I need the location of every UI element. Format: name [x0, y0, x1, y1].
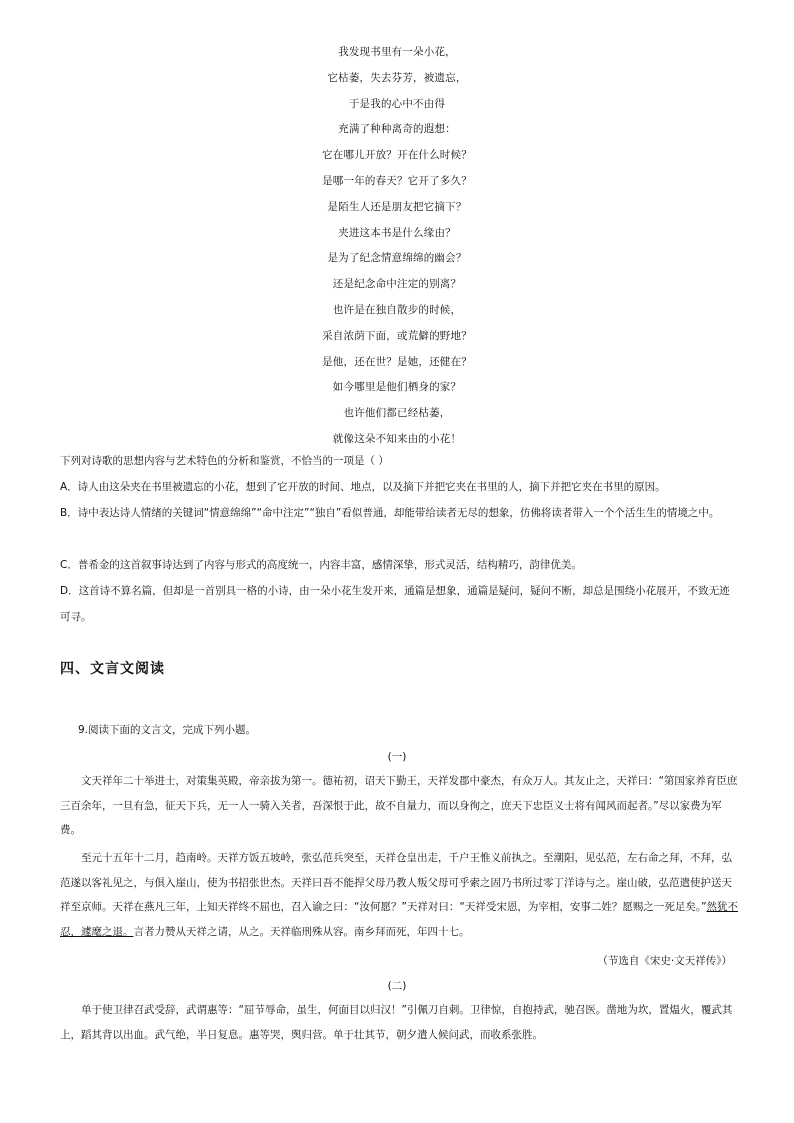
poem-line: 它枯萎，失去芬芳，被遗忘，: [327, 71, 467, 84]
part-two-label: (二): [387, 980, 407, 992]
poem-line: 是为了纪念情意绵绵的幽会？: [327, 252, 467, 265]
poem-line: 也许是在独自散步的时候，: [332, 303, 462, 316]
part-one-paragraph-2: [60, 846, 740, 944]
option-b: B．诗中表达诗人情绪的关键词“情意绵绵”“命中注定”“独自”看似普通，却能带给读者无尽的想象，仿佛将读者带入一个个活生生的情境之中。: [60, 507, 720, 519]
poem-line: 它在哪儿开放？开在什么时候？: [322, 149, 472, 162]
poem: [0, 40, 794, 453]
poem-line: 是哪一年的春天？它开了多久？: [322, 174, 472, 187]
paragraph-text: 至元十五年十二月，趋南岭。天祥方饭五坡岭，张弘范兵突至，天祥仓皇出走，千户王惟义前执之。至潮阳，见弘范，左右命之拜，不拜，弘范遂以客礼见之，与俱入崖山，使为书招张世杰。天祥曰吾不能捍父母乃教人叛父母可乎索之固乃书所过零丁洋诗与之。崖山破，弘范遣使护送天祥至京师。天祥在燕凡三年，上知天祥终不屈也，召入谕之曰：“汝何愿？”天祥对曰：“天祥受宋恩，为宰相，安事二姓？愿赐之一死足矣。”: [60, 852, 732, 913]
poem-line: 采自浓荫下面，或荒僻的野地？: [322, 329, 472, 342]
question-stem: 下列对诗歌的思想内容与艺术特色的分析和鉴赏，不恰当的一项是（ ）: [60, 455, 389, 467]
poem-line: 就像这朵不知来由的小花！: [332, 432, 462, 445]
paragraph-text-end: 言者力赞从天祥之请，从之。天祥临刑殊从容。南乡拜而死，年四十七。: [133, 925, 470, 938]
underlined-sentence: 然犹不忍，遽麾之退。: [60, 901, 739, 938]
option-a: A．诗人由这朵夹在书里被遗忘的小花，想到了它开放的时间、地点，以及摘下并把它夹在书里的人，摘下并把它夹在书里的原因。: [60, 481, 666, 493]
poem-line: 如今哪里是他们栖身的家？: [332, 381, 462, 394]
part-two-paragraph-1: 单于使卫律召武受辞，武谓惠等：“屈节辱命，虽生，何面目以归汉！”引佩刀自刺。卫律惊，自抱持武，驰召医。凿地为坎，置煴火，覆武其上，蹈其背以出血。武气绝，半日复息。惠等哭，舆归营。单于壮其节，朝夕遣人候问武，而收系张胜。: [60, 1004, 733, 1041]
instruction: 9.阅读下面的文言文，完成下列小题。: [78, 724, 257, 736]
poem-line: 我发现书里有一朵小花，: [338, 46, 456, 58]
section-title: 四、文言文阅读: [60, 661, 165, 677]
poem-line: 还是纪念命中注定的别离？: [332, 278, 462, 291]
poem-line: 也许他们都已经枯萎，: [343, 407, 451, 420]
part-one-label: (一): [387, 751, 407, 763]
poem-line: 是陌生人还是朋友把它摘下？: [327, 200, 467, 213]
poem-line: 充满了种种离奇的遐想：: [338, 123, 456, 136]
part-one-paragraph-1: 文天祥年二十举进士，对策集英殿，帝亲拔为第一。德祐初，诏天下勤王，天祥发郡中豪杰，有众万人。其友止之，天祥曰：“第国家养育臣庶三百余年，一旦有急，征天下兵，无一人一骑入关者，吾深恨于此，故不自量力，而以身徇之，庶天下忠臣义士将有闻风而起者。”尽以家费为军费。: [60, 775, 738, 836]
source-citation: （节选自《宋史·文天祥传》）: [597, 955, 732, 967]
option-c: C．普希金的这首叙事诗达到了内容与形式的高度统一，内容丰富，感情深挚，形式灵活，结构精巧，韵律优美。: [60, 559, 582, 571]
poem-line: 是他，还在世？是她，还健在？: [322, 355, 472, 368]
poem-line: 夹进这本书是什么缘由？: [338, 226, 456, 239]
option-d: D．这首诗不算名篇，但却是一首别具一格的小诗，由一朵小花生发开来，通篇是想象，通篇是疑问，疑问不断，却总是围绕小花展开，不致无迹可寻。: [60, 585, 730, 623]
poem-line: 于是我的心中不由得: [348, 97, 446, 110]
